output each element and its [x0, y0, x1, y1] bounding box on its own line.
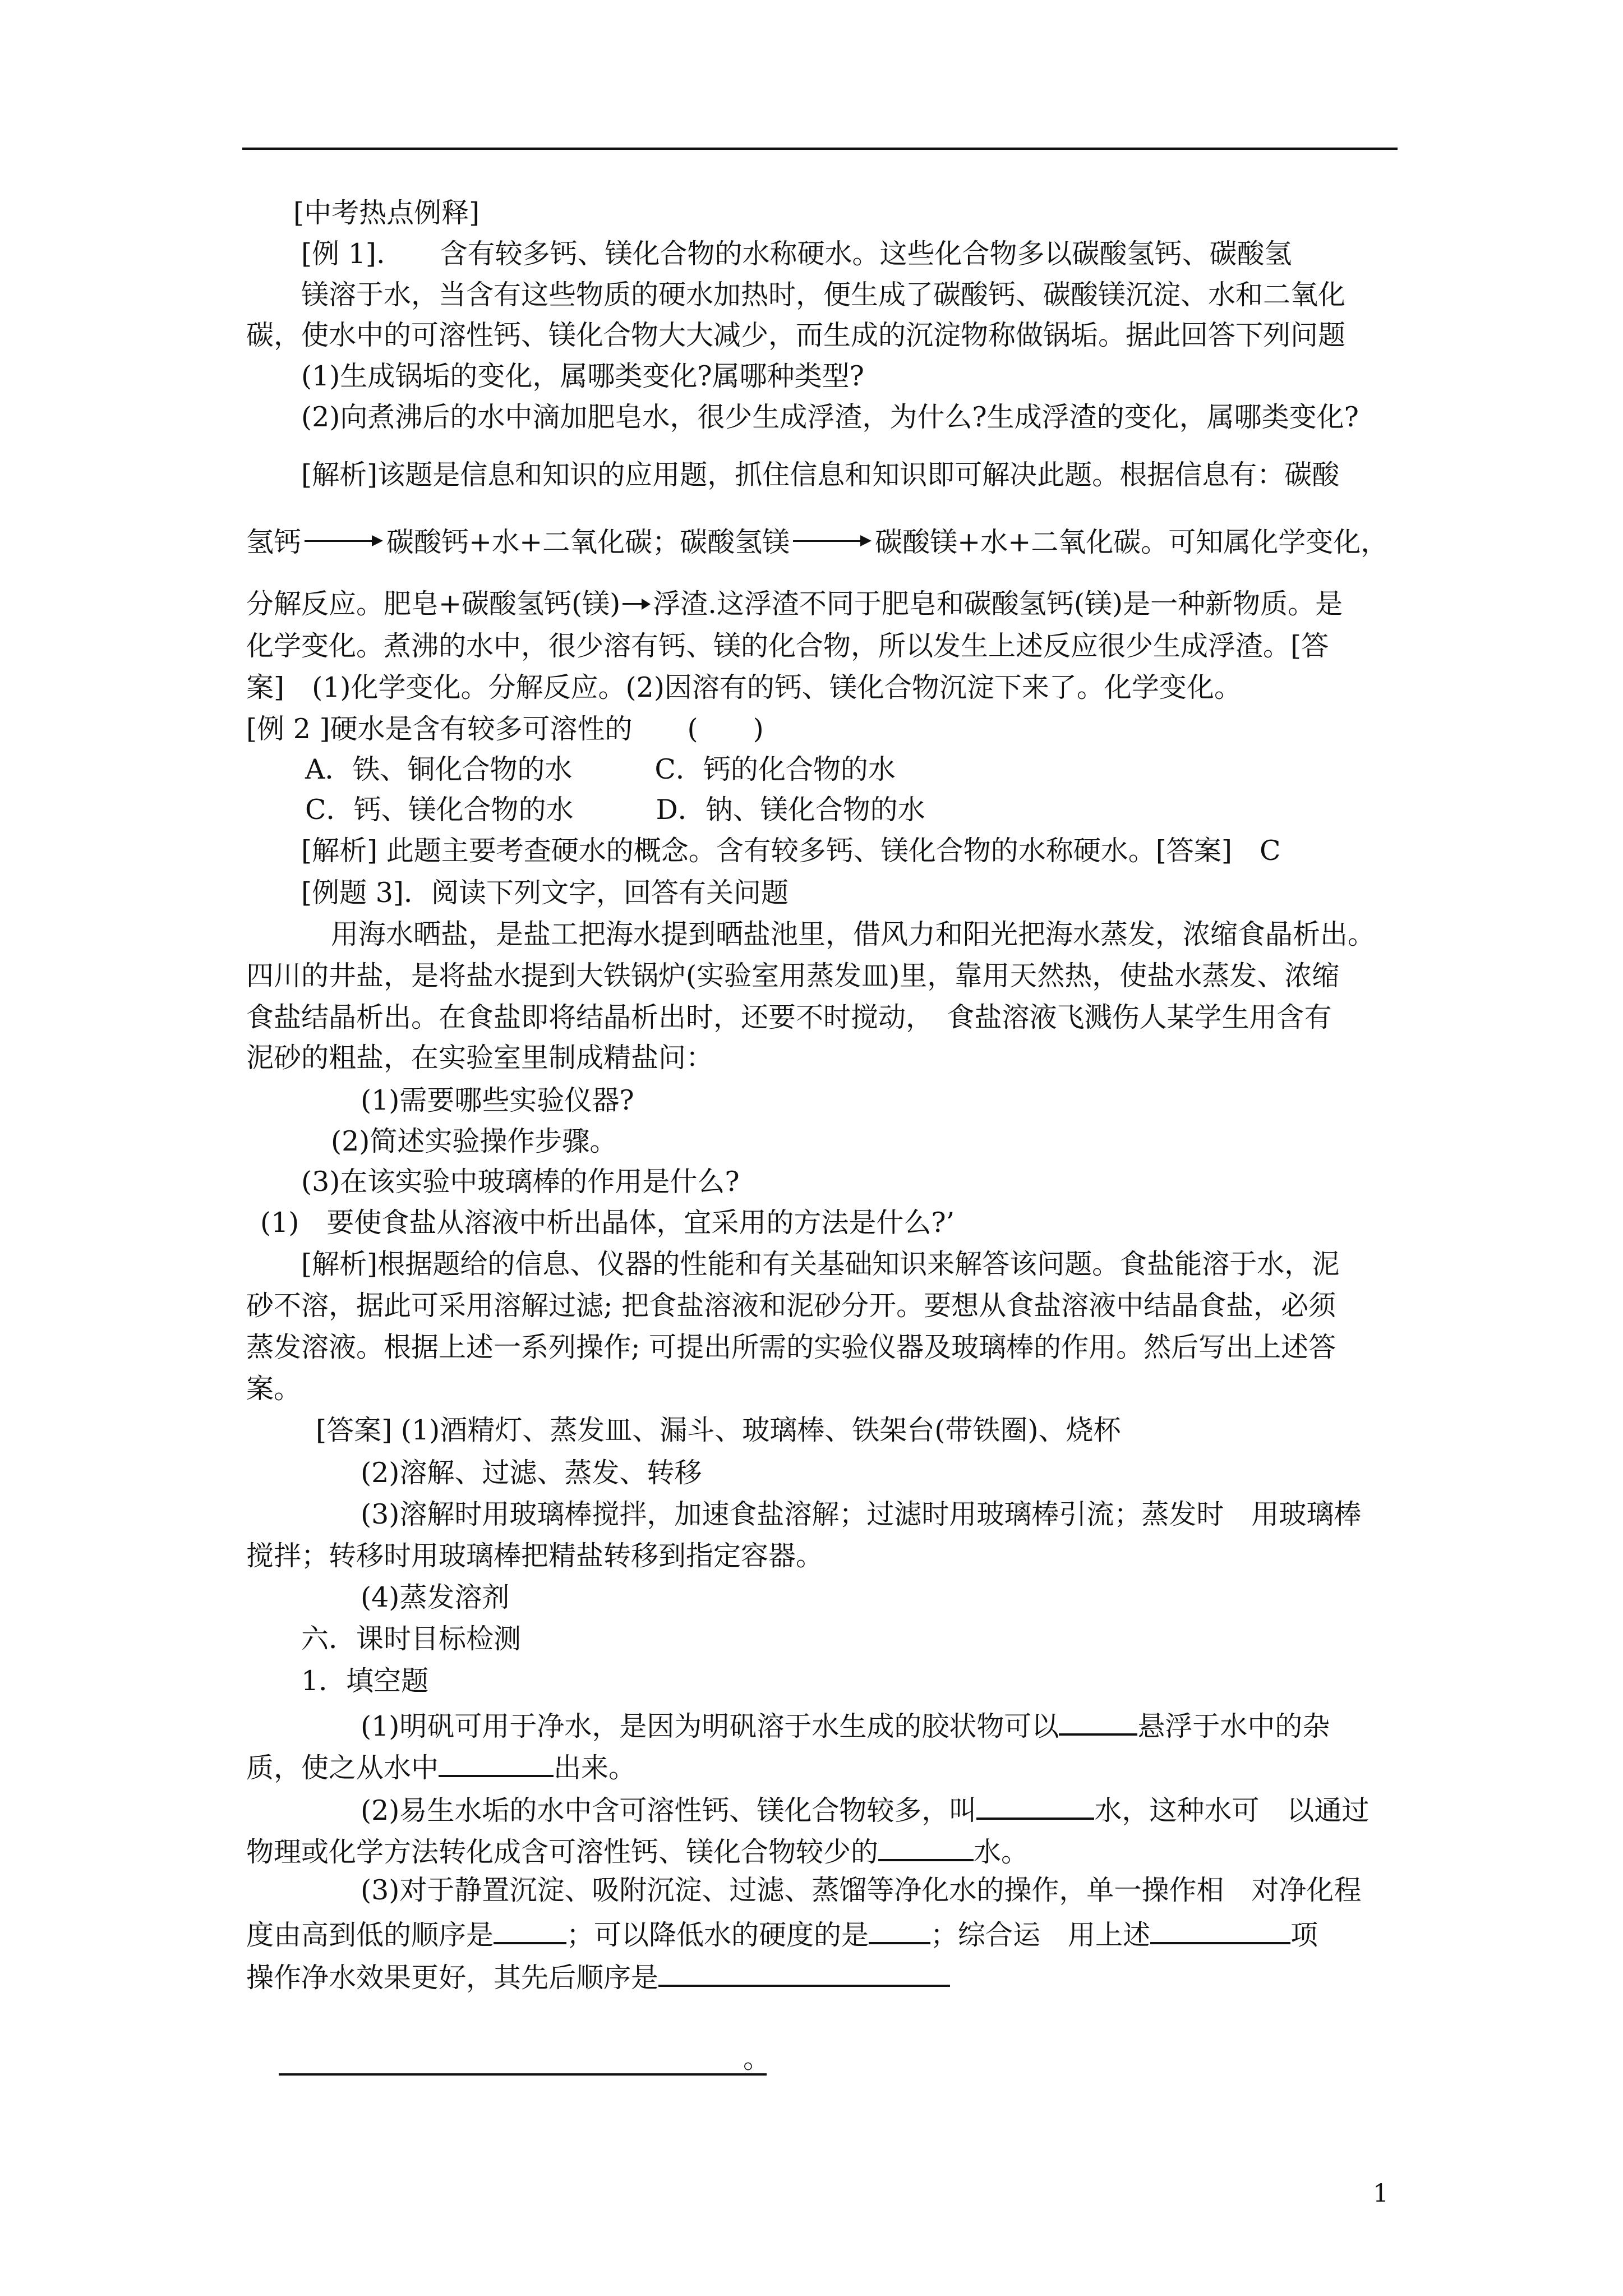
text-line: 碳，使水中的可溶性钙、镁化合物大大减少，而生成的沉淀物称做锅垢。据此回答下列问题: [246, 319, 1346, 351]
text-segment: (2)易生水垢的水中含可溶性钙、镁化合物较多，叫: [361, 1795, 977, 1826]
analysis-line: [解析]根据题给的信息、仪器的性能和有关基础知识来解答该问题。食盐能溶于水，泥: [301, 1248, 1340, 1280]
text-segment: 物理或化学方法转化成含可溶性钙、镁化合物较少的: [246, 1836, 879, 1868]
text-segment: (1)明矾可用于净水，是因为明矾溶于水生成的胶状物可以: [361, 1710, 1059, 1742]
fill-blank-line: [361, 1789, 1369, 1829]
text-line: 蒸发溶液。根据上述一系列操作; 可提出所需的实验仪器及玻璃棒的作用。然后写出上述答: [246, 1331, 1336, 1363]
equation-text: 氢钙: [246, 526, 302, 558]
answer-blank[interactable]: [494, 1914, 566, 1944]
answer-blank[interactable]: [869, 1914, 930, 1944]
text-segment: 操作净水效果更好，其先后顺序是: [246, 1962, 659, 1994]
question-line: (3)对于静置沉淀、吸附沉淀、过滤、蒸馏等净化水的操作，单一操作相 对净化程: [361, 1874, 1362, 1906]
text-line: [246, 586, 1343, 622]
answer-line: (4)蒸发溶剂: [361, 1581, 510, 1613]
text-segment: 度由高到低的顺序是: [246, 1919, 494, 1951]
period-mark: 。: [743, 2042, 771, 2074]
equation-text: 碳酸镁+水+二氧化碳。可知属化学变化，: [875, 526, 1389, 558]
text-segment: 浮渣.这浮渣不同于肥皂和碳酸氢钙(镁)是一种新物质。是: [653, 588, 1343, 620]
question-line: (2)简述实验操作步骤。: [331, 1125, 617, 1157]
option-line: A．铁、铜化合物的水 C．钙的化合物的水: [305, 753, 896, 785]
text-line: 案。: [246, 1373, 302, 1405]
answer-blank[interactable]: [439, 1747, 554, 1777]
section-heading: 六．课时目标检测: [301, 1623, 522, 1655]
option-line: C．钙、镁化合物的水 D．钠、镁化合物的水: [305, 794, 925, 826]
text-line: 用海水晒盐，是盐工把海水提到晒盐池里，借风力和阳光把海水蒸发，浓缩食晶析出。: [331, 918, 1376, 950]
text-segment: 悬浮于水中的杂: [1137, 1710, 1330, 1742]
question-line: (2)向煮沸后的水中滴加肥皂水，很少生成浮渣，为什么?生成浮渣的变化，属哪类变化?: [301, 401, 1359, 433]
question-line: (1)需要哪些实验仪器?: [361, 1084, 634, 1116]
answer-blank[interactable]: [878, 1831, 974, 1861]
answer-blank[interactable]: [976, 1789, 1094, 1820]
answer-blank[interactable]: [1150, 1914, 1290, 1944]
analysis-line: [解析]该题是信息和知识的应用题，抓住信息和知识即可解决此题。根据信息有：碳酸: [301, 459, 1340, 491]
text-line: 四川的井盐，是将盐水提到大铁锅炉(实验室用蒸发皿)里，靠用天然热，使盐水蒸发、浓缩: [246, 960, 1340, 992]
text-line: 化学变化。煮沸的水中，很少溶有钙、镁的化合物，所以发生上述反应很少生成浮渣。[答: [246, 630, 1329, 662]
answer-blank[interactable]: [1059, 1705, 1137, 1736]
text-segment: 分解反应。肥皂+碳酸氢钙(镁): [246, 588, 621, 620]
text-segment: 质，使之从水中: [246, 1752, 439, 1784]
example-3-title: [例题 3]．阅读下列文字，回答有关问题: [301, 877, 789, 909]
example-1-title: [例 1]. 含有较多钙、镁化合物的水称硬水。这些化合物多以碳酸氢钙、碳酸氢: [301, 238, 1292, 270]
fill-blank-line: [246, 1957, 950, 1996]
equation-line: [246, 523, 1388, 560]
example-2-title: [例 2 ]硬水是含有较多可溶性的 ( ): [246, 713, 764, 745]
question-line: (3)在该实验中玻璃棒的作用是什么?: [301, 1166, 740, 1198]
text-segment: 水，这种水可 以通过: [1094, 1795, 1370, 1826]
text-segment: 出来。: [554, 1752, 637, 1784]
fill-blank-line: [246, 1831, 1029, 1870]
answer-line: (2)溶解、过滤、蒸发、转移: [361, 1457, 702, 1489]
equation-text: 碳酸钙+水+二氧化碳；碳酸氢镁: [386, 526, 790, 558]
text-line: 镁溶于水，当含有这些物质的硬水加热时，便生成了碳酸钙、碳酸镁沉淀、水和二氧化: [301, 279, 1346, 311]
text-line: 泥砂的粗盐，在实验室里制成精盐问：: [246, 1042, 714, 1074]
fill-blank-line: [246, 1747, 636, 1786]
text-segment: 项: [1290, 1919, 1318, 1951]
arrow-icon: [623, 591, 651, 613]
text-segment: 水。: [974, 1836, 1029, 1868]
subsection-heading: 1．填空题: [301, 1665, 429, 1697]
question-line: (1) 要使食盐从溶液中析出晶体，宜采用的方法是什么?’: [260, 1207, 955, 1239]
text-line: 砂不溶，据此可采用溶解过滤; 把食盐溶液和泥砂分开。要想从食盐溶液中结晶食盐，必须: [246, 1290, 1336, 1322]
answer-line: (3)溶解时用玻璃棒搅拌，加速食盐溶解；过滤时用玻璃棒引流；蒸发时 用玻璃棒: [361, 1498, 1362, 1530]
answer-line: [答案] (1)酒精灯、蒸发皿、漏斗、玻璃棒、铁架台(带铁圈)、烧杯: [316, 1414, 1121, 1446]
fill-blank-line: [361, 1705, 1330, 1745]
reaction-arrow-icon: [793, 523, 872, 551]
question-line: (1)生成锅垢的变化，属哪类变化?属哪种类型?: [301, 360, 864, 392]
header-rule: [242, 148, 1398, 150]
section-heading: [中考热点例释]: [293, 197, 480, 229]
analysis-line: [解析] 此题主要考查硬水的概念。含有较多钙、镁化合物的水称硬水。[答案] C: [301, 835, 1281, 867]
text-segment: ；可以降低水的硬度的是: [566, 1919, 869, 1951]
reaction-arrow-icon: [305, 523, 383, 551]
answer-line: 搅拌；转移时用玻璃棒把精盐转移到指定容器。: [246, 1540, 824, 1572]
page-number: 1: [1373, 2179, 1389, 2208]
answer-blank-long[interactable]: [279, 2073, 767, 2076]
answer-blank[interactable]: [658, 1957, 950, 1987]
text-line: 食盐结晶析出。在食盐即将结晶析出时，还要不时搅动， 食盐溶液飞溅伤人某学生用含有: [246, 1001, 1332, 1033]
text-segment: ；综合运 用上述: [930, 1919, 1151, 1951]
answer-line: 案] (1)化学变化。分解反应。(2)因溶有的钙、镁化合物沉淀下来了。化学变化。: [246, 671, 1242, 703]
fill-blank-line: [246, 1914, 1318, 1953]
